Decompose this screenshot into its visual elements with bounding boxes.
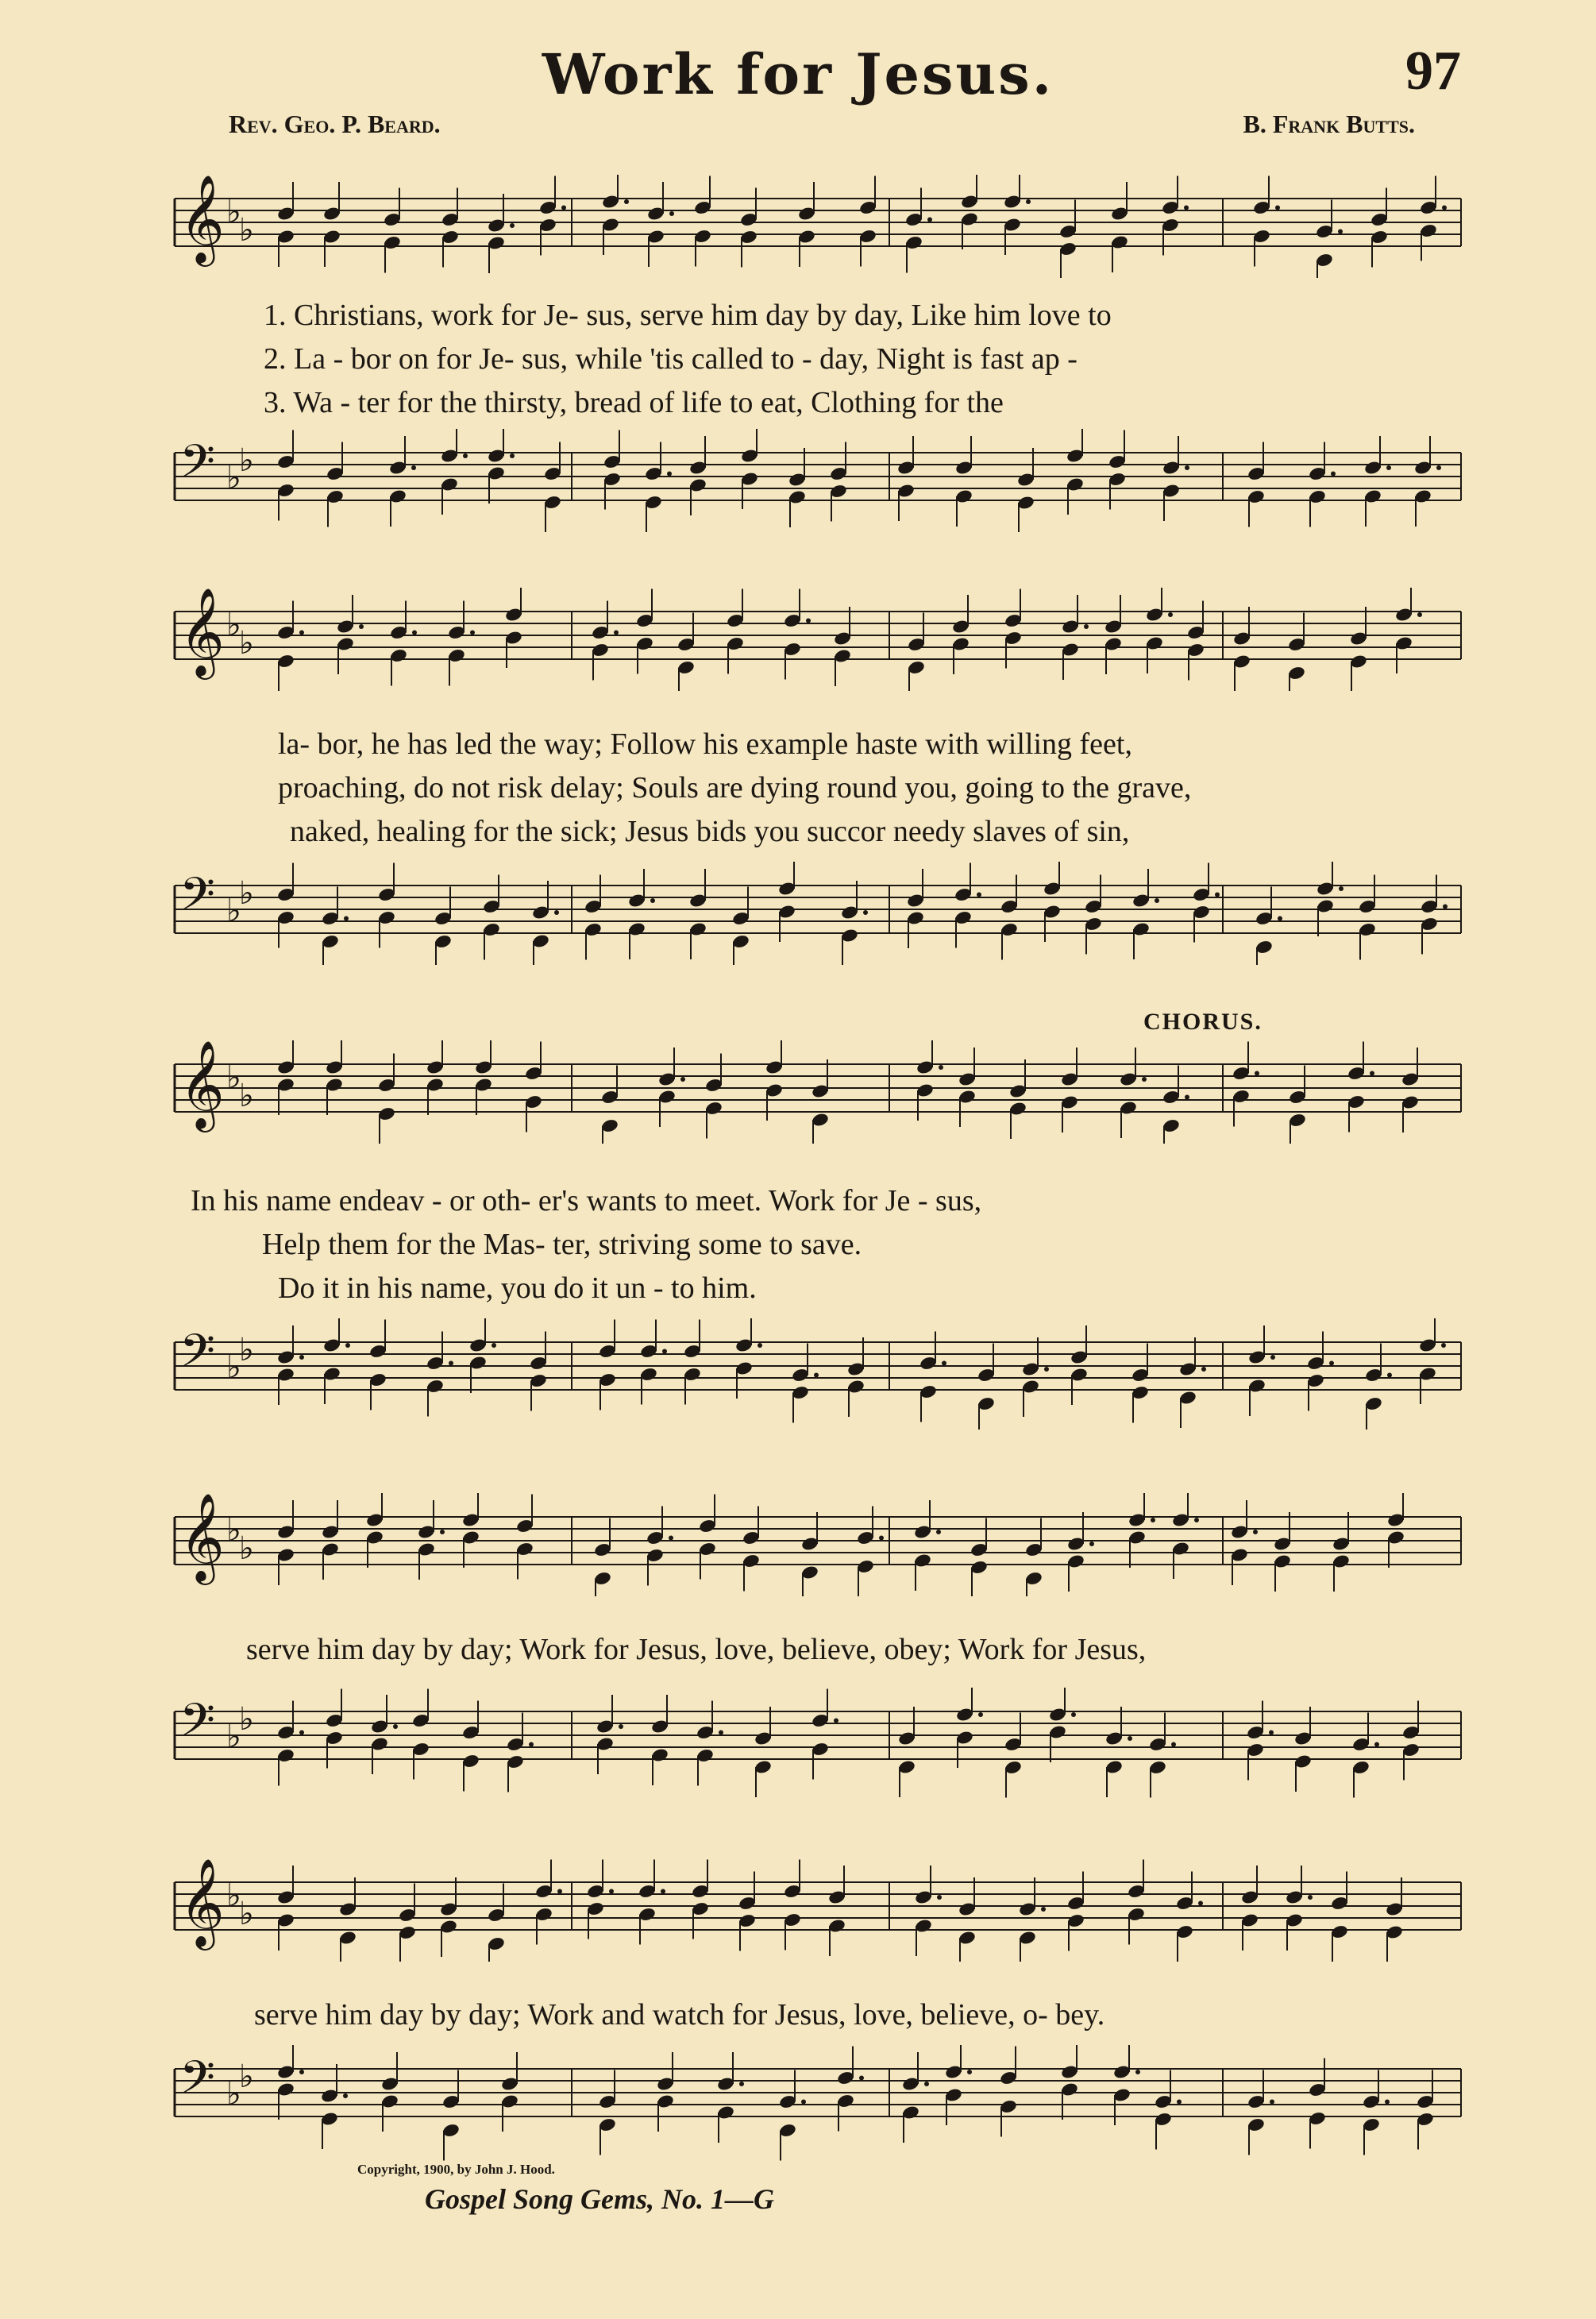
dot	[1253, 1530, 1258, 1534]
dot	[1171, 1742, 1176, 1747]
dot	[662, 1349, 667, 1354]
dot	[1338, 230, 1343, 234]
dot	[834, 1719, 838, 1723]
dot	[1331, 472, 1336, 477]
music-system-2	[159, 572, 1469, 977]
lyric-line: proaching, do not risk delay; Souls are dying round you, going to the grave,	[278, 771, 1192, 805]
dot	[1026, 199, 1031, 204]
dot	[669, 1536, 673, 1541]
dot	[806, 619, 811, 623]
page-number: 97	[1405, 41, 1461, 102]
flat-sign-icon: ♭	[226, 1349, 241, 1386]
dot	[1270, 1355, 1275, 1360]
flat-sign-icon: ♭	[239, 1078, 254, 1114]
dot	[739, 2082, 744, 2086]
dot	[412, 631, 417, 635]
dot	[1194, 1518, 1199, 1522]
dot	[1374, 1742, 1379, 1747]
dot	[977, 893, 981, 897]
dot	[359, 624, 364, 629]
dot	[1329, 1361, 1334, 1366]
composer-credit: B. Frank Butts.	[1243, 110, 1415, 138]
lyric-line: naked, healing for the sick; Jesus bids you succor needy slaves of sin,	[290, 815, 1130, 848]
dot	[669, 211, 674, 216]
dot	[1151, 1518, 1155, 1522]
treble-clef-icon: 𝄞	[179, 1858, 225, 1947]
dot	[859, 2076, 864, 2081]
dot	[1071, 1712, 1076, 1717]
dot	[299, 2070, 304, 2074]
dot	[1385, 2100, 1390, 2105]
dot	[1339, 886, 1343, 891]
dot	[814, 1373, 819, 1378]
lyric-line: serve him day by day; Work for Jesus, love, believe, obey; Work for Jesus,	[246, 1633, 1147, 1666]
music-system-5	[159, 1842, 1469, 2176]
dot	[1044, 1367, 1049, 1372]
flat-sign-icon: ♭	[239, 442, 254, 479]
dot	[557, 1889, 562, 1894]
dot	[937, 1895, 942, 1900]
lyricist-credit: Rev. Geo. P. Beard.	[229, 110, 441, 138]
dot	[624, 199, 629, 204]
dot	[393, 1724, 398, 1729]
dot	[1443, 905, 1448, 909]
flat-sign-icon: ♭	[226, 893, 241, 929]
flat-sign-icon: ♭	[239, 875, 254, 912]
music-system-3	[159, 1009, 1469, 1453]
lyric-line: 2. La - bor on for Je- sus, while 'tis called to - day, Night is fast ap -	[264, 342, 1077, 376]
dot	[1387, 1373, 1392, 1378]
lyric-line: serve him day by day; Work and watch for Jesus, love, believe, o- bey.	[254, 1998, 1105, 2032]
dot	[1442, 206, 1447, 210]
dot	[299, 631, 304, 635]
dot	[1185, 465, 1189, 470]
dot	[1128, 1736, 1132, 1741]
dot	[680, 1077, 685, 1082]
dot	[967, 2070, 972, 2074]
treble-staff	[159, 1040, 1469, 1144]
bass-staff	[159, 2045, 1469, 2164]
bass-clef-icon: 𝄢	[179, 1324, 216, 1389]
dot	[609, 1889, 614, 1894]
flat-sign-icon: ♭	[239, 1530, 254, 1567]
dot	[1177, 2100, 1182, 2105]
dot	[343, 2093, 348, 2098]
dot	[344, 916, 349, 921]
copyright-note: Copyright, 1900, by John J. Hood.	[357, 2162, 555, 2177]
dot	[942, 1361, 946, 1366]
chorus-label: CHORUS.	[1143, 1009, 1263, 1035]
dot	[1436, 465, 1441, 470]
treble-staff	[159, 588, 1469, 691]
dot	[879, 1536, 884, 1541]
dot	[619, 1724, 623, 1729]
lyric-line: Do it in his name, you do it un - to him.	[278, 1271, 757, 1305]
flat-sign-icon: ♭	[226, 460, 241, 496]
dot	[1168, 612, 1173, 617]
dot	[1308, 1895, 1313, 1900]
music-system-1	[159, 159, 1469, 540]
dot	[1184, 206, 1189, 210]
music-system-4	[159, 1477, 1469, 1827]
dot	[863, 910, 868, 915]
dot	[1278, 916, 1282, 921]
dot	[758, 1343, 762, 1348]
flat-sign-icon: ♭	[239, 1701, 254, 1738]
flat-sign-icon: ♭	[226, 1059, 241, 1096]
flat-sign-icon: ♭	[226, 1877, 241, 1914]
dot	[801, 2100, 806, 2105]
flat-sign-icon: ♭	[239, 625, 254, 662]
dot	[1155, 898, 1159, 903]
dot	[561, 206, 566, 210]
flat-sign-icon: ♭	[226, 607, 241, 643]
bass-staff	[159, 1318, 1469, 1430]
bass-staff	[159, 429, 1469, 532]
dot	[661, 1889, 665, 1894]
lyric-line: Help them for the Mas- ter, striving some to save.	[262, 1228, 862, 1261]
dot	[1269, 1731, 1274, 1735]
bass-clef-icon: 𝄢	[179, 1693, 216, 1758]
dot	[1275, 206, 1280, 210]
dot	[554, 910, 559, 915]
treble-staff	[159, 1493, 1469, 1596]
dot	[345, 1343, 350, 1348]
flat-sign-icon: ♭	[226, 1512, 241, 1549]
book-footer: Gospel Song Gems, No. 1—G	[425, 2183, 775, 2215]
dot	[1198, 1901, 1203, 1906]
treble-clef-icon: 𝄞	[179, 175, 225, 263]
bass-clef-icon: 𝄢	[179, 867, 216, 932]
dot	[1417, 612, 1422, 617]
dot	[510, 453, 515, 458]
bass-clef-icon: 𝄢	[179, 434, 216, 500]
flat-sign-icon: ♭	[239, 1896, 254, 1932]
dot	[939, 1065, 943, 1070]
dot	[299, 1731, 304, 1735]
dot	[1041, 1907, 1046, 1912]
dot	[1215, 893, 1220, 897]
dot	[1386, 465, 1391, 470]
dot	[614, 631, 619, 635]
dot	[1370, 1071, 1374, 1076]
hymn-title: Work for Jesus.	[542, 41, 1054, 107]
dot	[924, 2082, 929, 2086]
dot	[1142, 1077, 1147, 1082]
treble-clef-icon: 𝄞	[179, 588, 225, 676]
dot	[510, 223, 515, 228]
treble-staff	[159, 175, 1469, 278]
lyric-line: la- bor, he has led the way; Follow his example haste with willing feet,	[278, 727, 1132, 761]
dot	[650, 898, 655, 903]
dot	[1089, 1541, 1094, 1546]
dot	[1084, 624, 1089, 629]
dot	[492, 1343, 496, 1348]
lyric-line: In his name endeav - or oth- er's wants to meet. Work for Je - sus,	[191, 1184, 982, 1217]
treble-clef-icon: 𝄞	[179, 1040, 225, 1129]
dot	[1441, 1343, 1446, 1348]
flat-sign-icon: ♭	[239, 212, 254, 249]
dot	[1255, 1071, 1259, 1076]
dot	[299, 1355, 304, 1360]
dot	[1185, 1095, 1189, 1100]
dot	[1135, 2070, 1140, 2074]
treble-staff	[159, 1858, 1469, 1962]
dot	[667, 472, 672, 477]
flat-sign-icon: ♭	[239, 1332, 254, 1368]
dot	[1270, 2100, 1274, 2105]
dot	[440, 1530, 445, 1534]
bass-staff	[159, 1688, 1469, 1807]
flat-sign-icon: ♭	[226, 2076, 241, 2113]
dot	[449, 1361, 453, 1366]
dot	[927, 218, 932, 222]
dot	[1201, 1367, 1206, 1372]
flat-sign-icon: ♭	[239, 2059, 254, 2095]
lyric-line: 1. Christians, work for Je- sus, serve him day by day, Like him love to	[264, 299, 1112, 332]
flat-sign-icon: ♭	[226, 1719, 241, 1755]
treble-clef-icon: 𝄞	[179, 1493, 225, 1581]
dot	[529, 1742, 534, 1747]
bass-staff	[159, 862, 1469, 965]
dot	[719, 1731, 723, 1735]
dot	[463, 453, 468, 458]
bass-clef-icon: 𝄢	[179, 2051, 216, 2116]
flat-sign-icon: ♭	[226, 194, 241, 230]
dot	[411, 465, 416, 470]
dot	[978, 1712, 983, 1717]
lyric-line: 3. Wa - ter for the thirsty, bread of life to eat, Clothing for the	[264, 386, 1004, 419]
dot	[936, 1530, 941, 1534]
dot	[470, 631, 475, 635]
